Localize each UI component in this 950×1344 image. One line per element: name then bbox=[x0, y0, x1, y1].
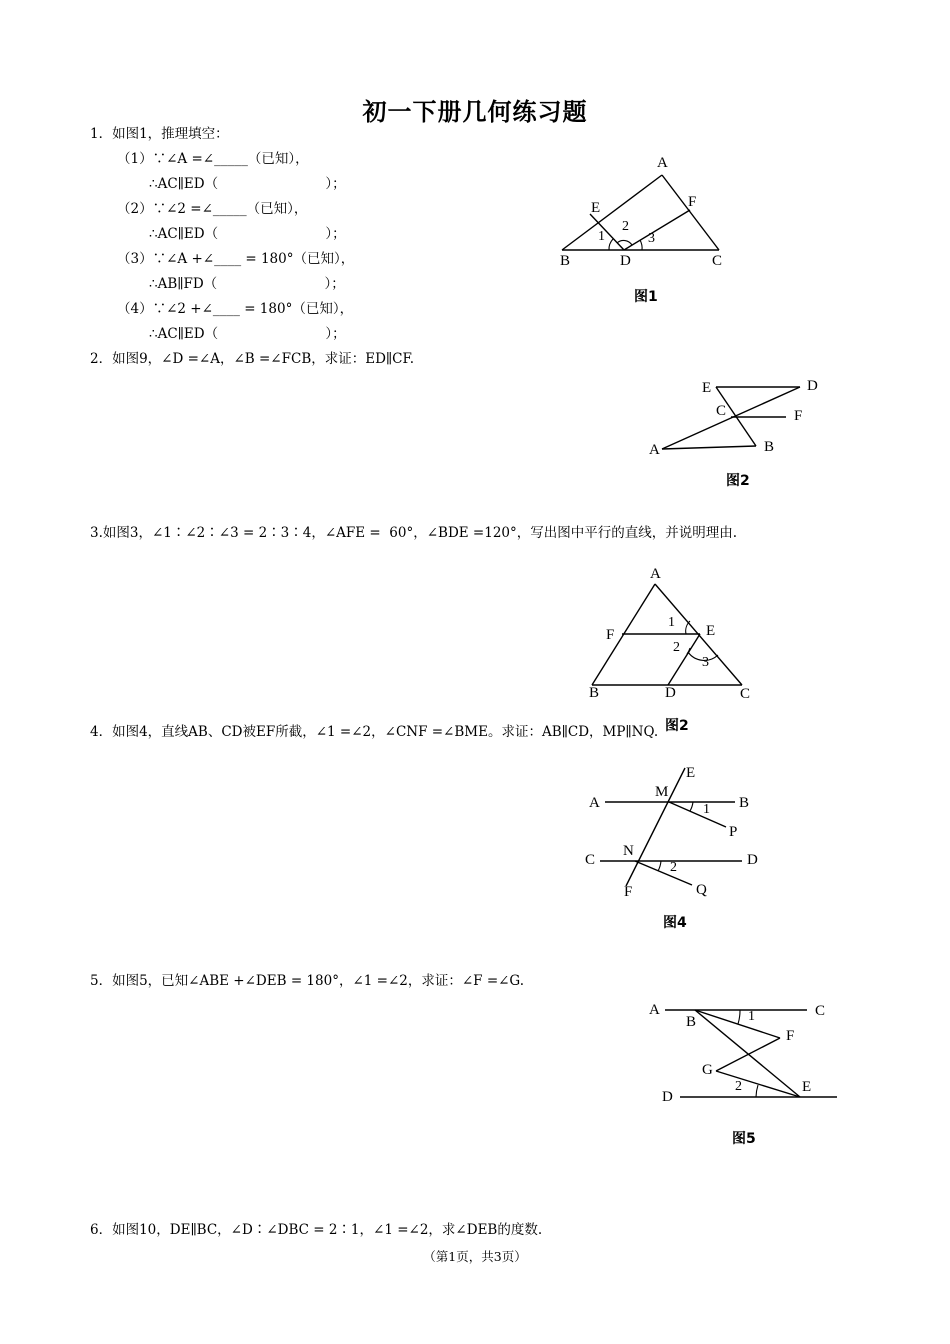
fig3-caption: 图2 bbox=[665, 718, 689, 734]
fig2-label-f: F bbox=[794, 408, 803, 424]
fig5-label-e: E bbox=[802, 1079, 812, 1095]
fig3-label-e: E bbox=[706, 623, 716, 639]
fig2-caption: 图2 bbox=[726, 473, 750, 489]
q2-text: 2．如图9，∠D =∠A，∠B =∠FCB，求证：ED∥CF. bbox=[90, 351, 415, 367]
fig2-label-e: E bbox=[702, 380, 712, 396]
fig5-line-fg bbox=[716, 1038, 780, 1071]
fig4-angle-1: 1 bbox=[703, 802, 710, 817]
fig5-line-bf bbox=[695, 1010, 780, 1038]
page-footer: （第1页，共3页） bbox=[423, 1249, 527, 1264]
fig5-label-c: C bbox=[815, 1003, 826, 1019]
fig5-angle-2: 2 bbox=[735, 1079, 742, 1094]
q1-line-5: （3）∵∠A +∠____ = 180°（已知）， bbox=[117, 251, 355, 267]
q5-text: 5．如图5，已知∠ABE +∠DEB = 180°，∠1 =∠2，求证：∠F =∠G. bbox=[90, 973, 525, 989]
fig1-label-f: F bbox=[688, 194, 697, 210]
fig4-label-q: Q bbox=[696, 882, 707, 898]
q1-line-2: ∴AC∥ED（ ）； bbox=[149, 176, 346, 192]
fig4-label-f: F bbox=[624, 884, 633, 900]
page-title: 初一下册几何练习题 bbox=[362, 98, 588, 126]
fig5-arc-2 bbox=[756, 1085, 758, 1097]
fig3-angle-2: 2 bbox=[673, 640, 680, 655]
fig3-label-c: C bbox=[740, 686, 751, 702]
fig1-label-e: E bbox=[591, 200, 601, 216]
fig1-angle-3: 3 bbox=[648, 231, 655, 246]
q1-line-8: ∴AC∥ED（ ）； bbox=[149, 326, 346, 342]
fig3-label-d: D bbox=[665, 685, 676, 701]
q1-stem: 1．如图1，推理填空： bbox=[90, 126, 229, 142]
q1-line-4: ∴AC∥ED（ ）； bbox=[149, 226, 346, 242]
fig5-line-ge bbox=[716, 1071, 800, 1097]
fig1-label-d: D bbox=[620, 253, 631, 269]
fig5-label-d: D bbox=[662, 1089, 673, 1105]
fig1-label-c: C bbox=[712, 253, 723, 269]
fig5-angle-1: 1 bbox=[748, 1009, 755, 1024]
fig1-label-a: A bbox=[657, 155, 668, 171]
fig2-label-a: A bbox=[649, 442, 660, 458]
fig4-label-c: C bbox=[585, 852, 596, 868]
fig4-label-b: B bbox=[739, 795, 750, 811]
fig5-label-g: G bbox=[702, 1062, 713, 1078]
fig3-angle-1: 1 bbox=[668, 615, 675, 630]
fig4-caption: 图4 bbox=[663, 915, 687, 931]
fig4-label-e: E bbox=[686, 765, 696, 781]
q1-line-7: （4）∵∠2 +∠____ = 180°（已知）， bbox=[117, 301, 354, 317]
fig3-label-f: F bbox=[606, 627, 615, 643]
fig1-angle-1: 1 bbox=[598, 229, 605, 244]
fig4-angle-2: 2 bbox=[670, 860, 677, 875]
q1-line-1: （1）∵∠A =∠_____（已知）， bbox=[117, 151, 309, 167]
fig1-label-b: B bbox=[560, 253, 571, 269]
fig2-label-c: C bbox=[716, 403, 727, 419]
fig4-label-a: A bbox=[589, 795, 600, 811]
fig4-label-d: D bbox=[747, 852, 758, 868]
fig5-label-f: F bbox=[786, 1028, 795, 1044]
q1-line-6: ∴AB∥FD（ ）； bbox=[149, 276, 345, 292]
fig5-label-b: B bbox=[686, 1014, 697, 1030]
fig4-label-n: N bbox=[623, 843, 634, 859]
fig3-label-b: B bbox=[589, 685, 600, 701]
fig2-label-d: D bbox=[807, 378, 818, 394]
fig5-label-a: A bbox=[649, 1002, 660, 1018]
q4-text: 4．如图4，直线AB、CD被EF所截，∠1 =∠2，∠CNF =∠BME。求证：AB∥CD，MP∥NQ. bbox=[90, 724, 659, 740]
fig1-caption: 图1 bbox=[634, 289, 658, 305]
fig3-label-a: A bbox=[650, 566, 661, 582]
fig4-label-p: P bbox=[729, 824, 738, 840]
q3-text: 3.如图3，∠1∶∠2∶∠3 = 2∶3∶4，∠AFE = 60°，∠BDE =120°，写出图中平行的直线，并说明理由. bbox=[90, 525, 738, 541]
q6-text: 6．如图10，DE∥BC，∠D∶∠DBC = 2∶1，∠1 =∠2，求∠DEB的度数. bbox=[90, 1222, 543, 1238]
fig2-label-b: B bbox=[764, 439, 775, 455]
fig4-label-m: M bbox=[655, 784, 669, 800]
fig1-angle-2: 2 bbox=[622, 219, 629, 234]
fig5-caption: 图5 bbox=[732, 1131, 756, 1147]
fig3-angle-3: 3 bbox=[702, 655, 709, 670]
fig5-arc-1 bbox=[738, 1010, 740, 1024]
q1-line-3: （2）∵∠2 =∠_____（已知）， bbox=[117, 201, 308, 217]
